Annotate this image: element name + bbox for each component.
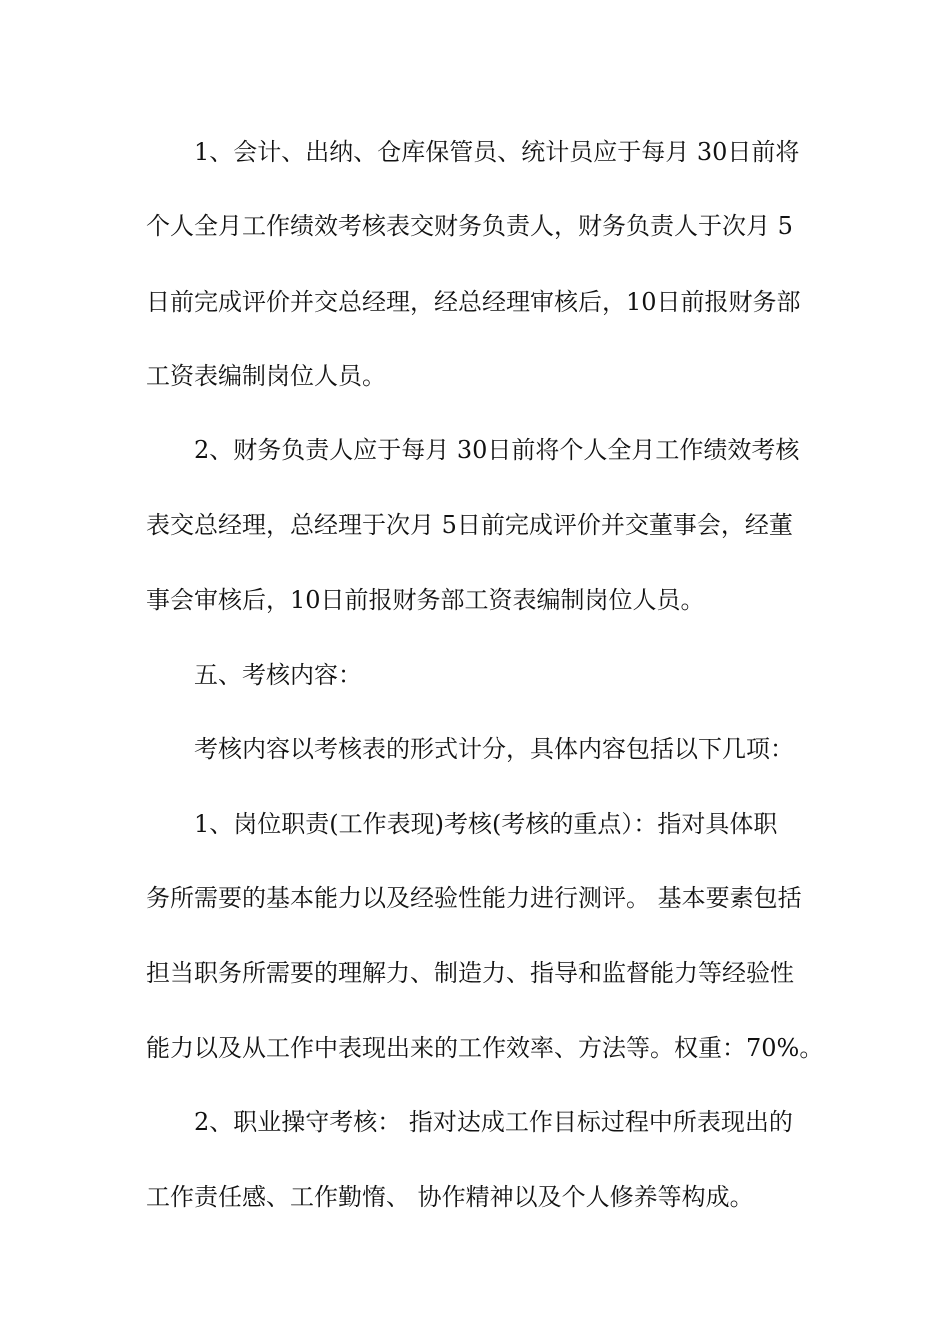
paragraph-5-line-1: 2、职业操守考核： 指对达成工作目标过程中所表现出的 <box>194 1108 793 1136</box>
paragraph-5-line-2: 工作责任感、工作勤惰、 协作精神以及个人修养等构成。 <box>146 1183 754 1211</box>
paragraph-1-line-1: 1、会计、出纳、仓库保管员、统计员应于每月 30日前将 <box>194 138 800 166</box>
paragraph-1-line-2: 个人全月工作绩效考核表交财务负责人，财务负责人于次月 5 <box>146 212 793 240</box>
paragraph-1-line-4: 工资表编制岗位人员。 <box>146 362 386 390</box>
paragraph-4-line-2: 务所需要的基本能力以及经验性能力进行测评。 基本要素包括 <box>146 884 802 912</box>
paragraph-4-line-1: 1、岗位职责(工作表现)考核(考核的重点）：指对具体职 <box>194 810 778 838</box>
paragraph-4-line-4: 能力以及从工作中表现出来的工作效率、方法等。权重：70%。 <box>146 1034 824 1062</box>
paragraph-4-line-3: 担当职务所需要的理解力、制造力、指导和监督能力等经验性 <box>146 959 794 987</box>
paragraph-2-line-1: 2、财务负责人应于每月 30日前将个人全月工作绩效考核 <box>194 436 800 464</box>
paragraph-3-line-1: 考核内容以考核表的形式计分，具体内容包括以下几项： <box>194 735 794 763</box>
paragraph-2-line-2: 表交总经理，总经理于次月 5日前完成评价并交董事会，经董 <box>146 511 793 539</box>
paragraph-1-line-3: 日前完成评价并交总经理，经总经理审核后，10日前报财务部 <box>146 288 801 316</box>
paragraph-2-line-3: 事会审核后，10日前报财务部工资表编制岗位人员。 <box>146 586 705 614</box>
section-heading: 五、考核内容： <box>194 661 362 689</box>
